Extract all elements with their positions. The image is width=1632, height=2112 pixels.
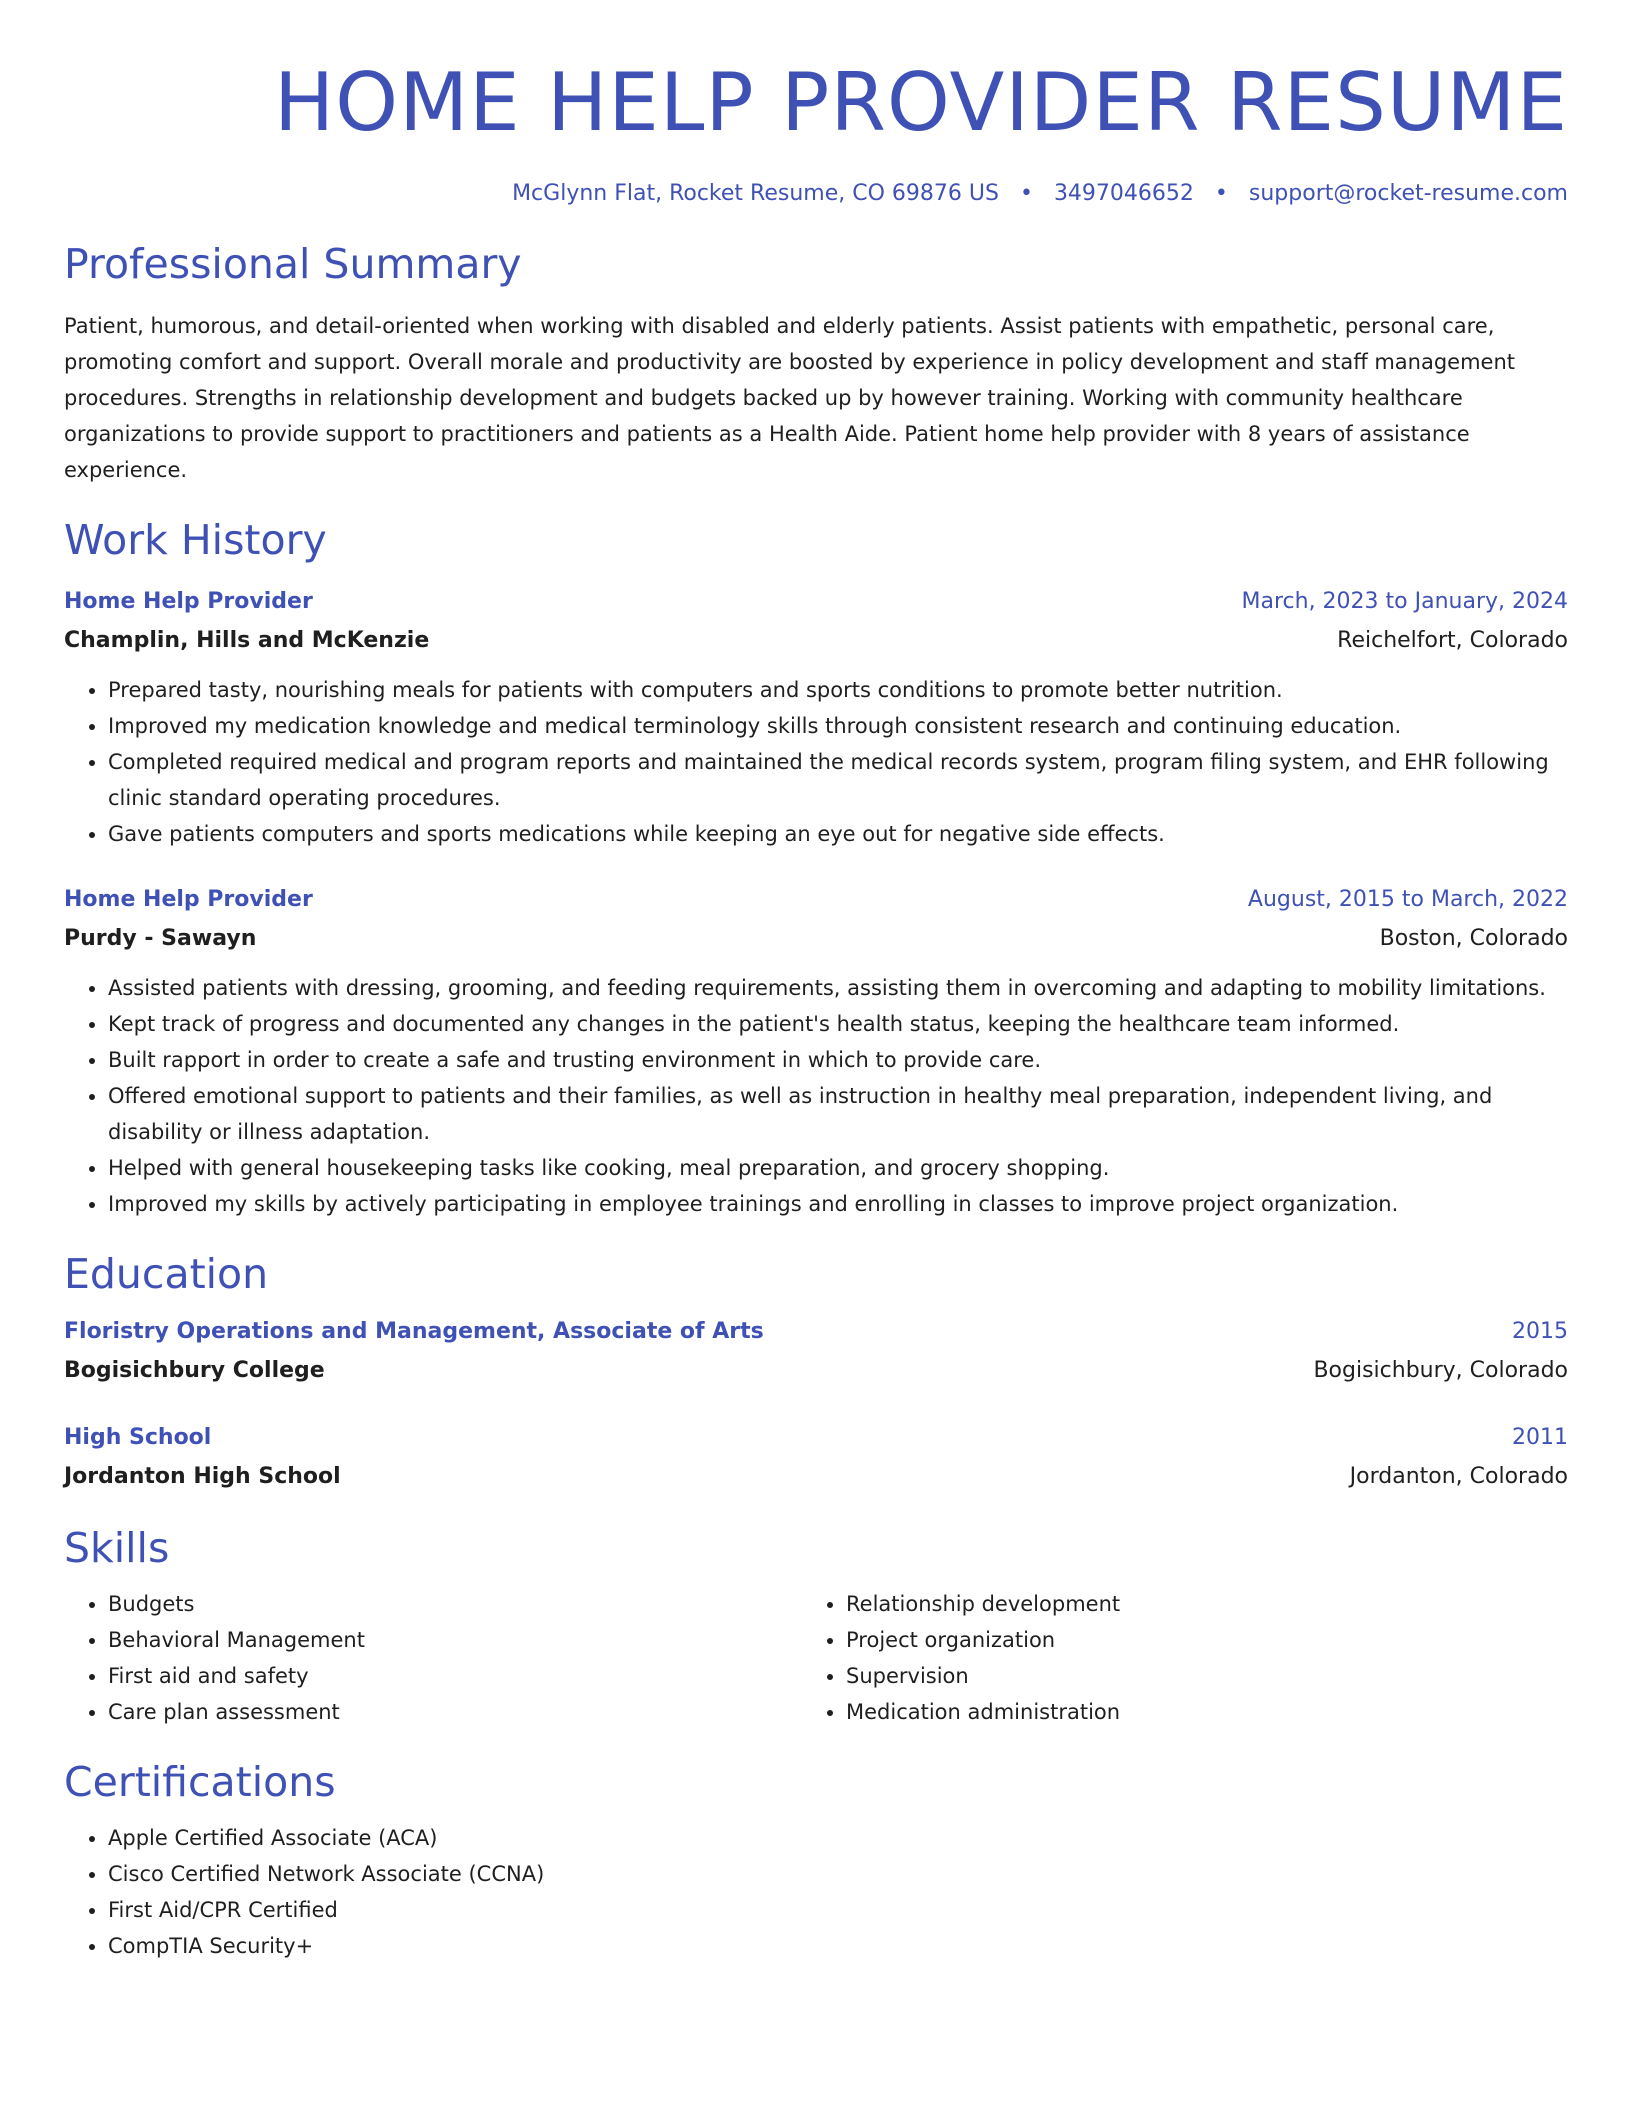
- contact-phone: 3497046652: [1053, 181, 1194, 206]
- job-bullet: • Improved my medication knowledge and medical terminology skills through consistent research and continuing education.: [108, 708, 1568, 744]
- skill-item: • Budgets: [108, 1586, 802, 1622]
- skill-item: • Relationship development: [846, 1586, 1540, 1622]
- resume-header: [64, 48, 1568, 210]
- job-bullets: [64, 970, 1568, 1222]
- job-title-row: [64, 880, 1568, 920]
- education-year: 2011: [1512, 1425, 1568, 1450]
- job-role: Home Help Provider: [64, 887, 313, 912]
- skill-item: • Care plan assessment: [108, 1694, 802, 1730]
- skills-column-right: [802, 1586, 1540, 1730]
- education-school-row: [64, 1458, 1568, 1496]
- skills-column-left: [64, 1586, 802, 1730]
- education-section: [64, 1248, 1568, 1496]
- skill-item: • Medication administration: [846, 1694, 1540, 1730]
- summary-text: Patient, humorous, and detail-oriented when working with disabled and elderly patients. Assist patients with empathetic, personal care, promoting comfort and support. Overall morale and productivity are boosted by experience in policy development and staff management procedures. Strengths in relationship development and budgets backed up by however training. Working with community healthcare organizations to provide support to practitioners and patients as a Health Aide. Patient home help provider with 8 years of assistance experience.: [64, 314, 1516, 482]
- job-company-row: [64, 920, 1568, 958]
- job-bullet: • Improved my skills by actively participating in employee trainings and enrolling in classes to improve project organization.: [108, 1186, 1568, 1222]
- certification-item: • Apple Certified Associate (ACA): [108, 1820, 1568, 1856]
- job-location: Boston, Colorado: [1379, 926, 1568, 951]
- job-bullets: [64, 672, 1568, 852]
- education-degree: Floristry Operations and Management, Associate of Arts: [64, 1319, 764, 1344]
- job-bullet: • Built rapport in order to create a safe and trusting environment in which to provide care.: [108, 1042, 1568, 1078]
- job-bullet: • Completed required medical and program reports and maintained the medical records system, program filing system, and EHR following clinic standard operating procedures.: [108, 744, 1568, 816]
- contact-line: [64, 178, 1568, 210]
- education-location: Jordanton, Colorado: [1349, 1464, 1568, 1489]
- education-degree: High School: [64, 1425, 212, 1450]
- skill-item: • First aid and safety: [108, 1658, 802, 1694]
- summary-section: [64, 238, 1568, 488]
- job-company-row: [64, 622, 1568, 660]
- job-dates: March, 2023 to January, 2024: [1241, 589, 1568, 614]
- certifications-list: [64, 1820, 1568, 1964]
- skills-list-left: [64, 1586, 802, 1730]
- job-bullet: • Helped with general housekeeping tasks like cooking, meal preparation, and grocery shopping.: [108, 1150, 1568, 1186]
- job-entry: [64, 582, 1568, 852]
- education-entry: [64, 1418, 1568, 1496]
- contact-separator: •: [1214, 181, 1228, 206]
- certifications-section: [64, 1756, 1568, 1964]
- skills-section: [64, 1522, 1568, 1730]
- contact-address: McGlynn Flat, Rocket Resume, CO 69876 US: [512, 181, 999, 206]
- job-bullet: • Offered emotional support to patients and their families, as well as instruction in healthy meal preparation, independent living, and disability or illness adaptation.: [108, 1078, 1568, 1150]
- job-bullet: • Assisted patients with dressing, grooming, and feeding requirements, assisting them in overcoming and adapting to mobility limitations.: [108, 970, 1568, 1006]
- education-entry: [64, 1312, 1568, 1390]
- skill-item: • Behavioral Management: [108, 1622, 802, 1658]
- job-company: Champlin, Hills and McKenzie: [64, 628, 430, 653]
- job-bullet: • Kept track of progress and documented any changes in the patient's health status, keeping the healthcare team informed.: [108, 1006, 1568, 1042]
- skills-heading: Skills: [64, 1524, 170, 1572]
- education-degree-row: [64, 1418, 1568, 1458]
- job-location: Reichelfort, Colorado: [1337, 628, 1568, 653]
- education-year: 2015: [1512, 1319, 1568, 1344]
- job-bullet: • Prepared tasty, nourishing meals for patients with computers and sports conditions to promote better nutrition.: [108, 672, 1568, 708]
- certification-item: • First Aid/CPR Certified: [108, 1892, 1568, 1928]
- certification-item: • Cisco Certified Network Associate (CCNA): [108, 1856, 1568, 1892]
- job-dates: August, 2015 to March, 2022: [1247, 887, 1568, 912]
- summary-heading: Professional Summary: [64, 240, 522, 288]
- education-heading: Education: [64, 1250, 269, 1298]
- job-bullet: • Gave patients computers and sports medications while keeping an eye out for negative side effects.: [108, 816, 1568, 852]
- skills-grid: [64, 1586, 1568, 1730]
- contact-email[interactable]: support@rocket-resume.com: [1248, 181, 1568, 206]
- work-history-section: [64, 514, 1568, 1222]
- job-entry: [64, 880, 1568, 1222]
- skill-item: • Supervision: [846, 1658, 1540, 1694]
- education-degree-row: [64, 1312, 1568, 1352]
- skill-item: • Project organization: [846, 1622, 1540, 1658]
- education-school: Jordanton High School: [64, 1464, 341, 1489]
- education-school-row: [64, 1352, 1568, 1390]
- contact-separator: •: [1019, 181, 1033, 206]
- skills-list-right: [802, 1586, 1540, 1730]
- job-company: Purdy - Sawayn: [64, 926, 257, 951]
- job-role: Home Help Provider: [64, 589, 313, 614]
- work-history-heading: Work History: [64, 516, 327, 564]
- resume-title: HOME HELP PROVIDER RESUME: [274, 56, 1568, 149]
- education-school: Bogisichbury College: [64, 1358, 325, 1383]
- education-location: Bogisichbury, Colorado: [1313, 1358, 1568, 1383]
- certification-item: • CompTIA Security+: [108, 1928, 1568, 1964]
- certifications-heading: Certifications: [64, 1758, 336, 1806]
- job-title-row: [64, 582, 1568, 622]
